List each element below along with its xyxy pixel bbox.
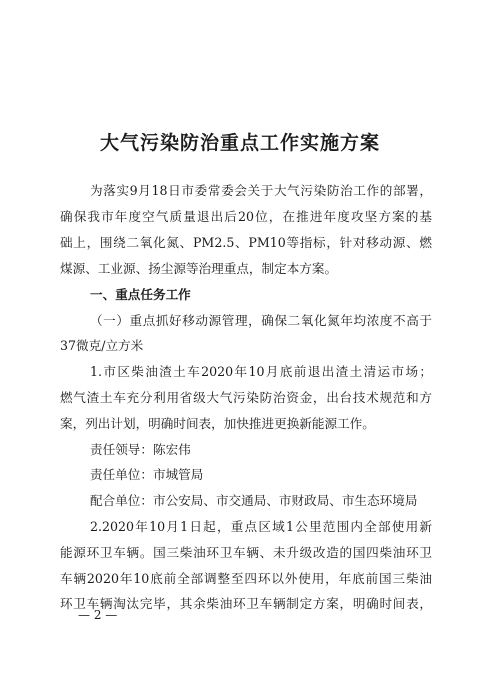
body-line: 能源环卫车辆。国三柴油环卫车辆、未升级改造的国四柴油环卫 [60,545,432,560]
body-line: 环卫车辆淘汰完毕，其余柴油环卫车辆制定方案，明确时间表， [60,596,432,611]
subsection-heading: （一）重点抓好移动源管理，确保二氧化氮年均浓度不高于 [90,313,432,328]
body-line: 确保我市年度空气质量退出后20位，在推进年度攻坚方案的基 [60,209,432,224]
body-line: 2.2020年10月1日起，重点区域1公里范围内全部使用新 [90,519,432,534]
subsection-heading: 37微克/立方米 [60,338,144,353]
body-line: 础上，围绕二氧化氮、PM2.5、PM10等指标，针对移动源、燃 [60,235,432,250]
body-line: 煤源、工业源、扬尘源等治理重点，制定本方案。 [60,261,338,276]
responsible-leader: 责任领导：陈宏伟 [90,442,191,457]
cooperating-units: 配合单位：市公安局、市交通局、市财政局、市生态环境局 [90,493,418,508]
body-line: 车辆2020年10底前全部调整至四环以外使用，年底前国三柴油 [60,571,432,586]
page-number: — 2 — [78,608,118,622]
document-title: 大气污染防治重点工作实施方案 [99,132,380,154]
body-line: 1.市区柴油渣土车2020年10月底前退出渣土清运市场； [90,364,432,379]
body-line: 案，列出计划，明确时间表，加快推进更换新能源工作。 [60,416,375,431]
section-heading: 一、重点任务工作 [90,287,191,302]
responsible-unit: 责任单位：市城管局 [90,467,204,482]
body-line: 燃气渣土车充分利用省级大气污染防治资金，出台技术规范和方 [60,390,432,405]
body-line: 为落实9月18日市委常委会关于大气污染防治工作的部署， [90,183,432,198]
